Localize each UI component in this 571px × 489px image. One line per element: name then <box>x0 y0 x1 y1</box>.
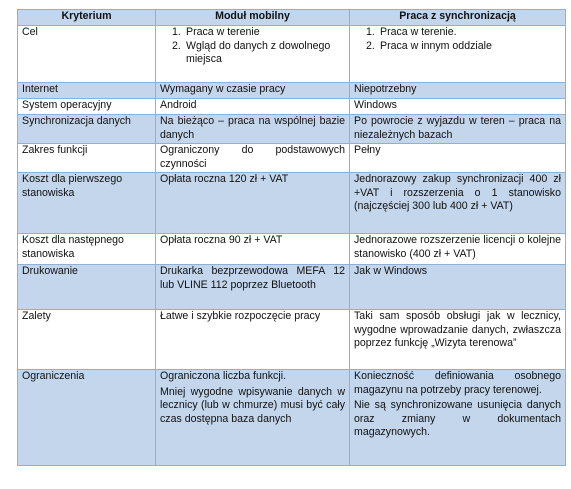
mobile-cell <box>156 26 350 83</box>
paragraph: Konieczność definiowania osobnego magazynu na potrzeby pracy terenowej. <box>354 370 561 396</box>
sync-cell: Windows <box>350 99 566 115</box>
header-row <box>18 10 566 26</box>
table-row-ograniczenia <box>18 370 566 466</box>
paragraph: Nie są synchronizowane usunięcia danych oraz zmiany w dokumentach magazynowych. <box>354 399 561 439</box>
criterion-cell: Synchronizacja danych <box>18 115 156 144</box>
table-row-internet <box>18 83 566 99</box>
mobile-goal-list <box>160 26 345 67</box>
list-item-text: Wgląd do danych z dowolnego miejsca <box>186 39 331 66</box>
sync-cell: Pełny <box>350 144 566 173</box>
header-praca-z-synchronizacja: Praca z synchronizacją <box>350 10 566 26</box>
header-modul-mobilny: Moduł mobilny <box>156 10 350 26</box>
mobile-cell: Drukarka bezprzewodowa MEFA 12 lub VLINE 112 poprzez Bluetooth <box>156 265 350 310</box>
mobile-cell: Łatwe i szybkie rozpoczęcie pracy <box>156 310 350 370</box>
criterion-cell: Internet <box>18 83 156 99</box>
criterion-cell: Zakres funkcji <box>18 144 156 173</box>
sync-cell: Taki sam sposób obsługi jak w lecznicy, wygodne wprowadzanie danych, zwłaszcza poprzez funkcję „Wizyta terenowa” <box>350 310 566 370</box>
list-item-text: Praca w terenie. <box>380 26 457 38</box>
sync-goal-list <box>354 26 561 53</box>
paragraph: Mniej wygodne wpisywanie danych w lecznicy (lub w chmurze) musi być cały czas dostępna baza danych <box>160 385 345 425</box>
criterion-cell: System operacyjny <box>18 99 156 115</box>
table-header <box>18 10 566 26</box>
criterion-cell: Koszt dla pierwszego stanowiska <box>18 173 156 234</box>
mobile-cell: Opłata roczna 120 zł + VAT <box>156 173 350 234</box>
comparison-table <box>17 9 566 466</box>
list-item: 1. Praca w terenie <box>172 26 260 38</box>
criterion-cell: Koszt dla następnego stanowiska <box>18 234 156 265</box>
list-item-text: Praca w terenie <box>186 26 260 38</box>
criterion-cell: Cel <box>18 26 156 83</box>
criterion-cell: Zalety <box>18 310 156 370</box>
criterion-cell: Ograniczenia <box>18 370 156 466</box>
table-row-synchronizacja-danych <box>18 115 566 144</box>
sync-cell: Jak w Windows <box>350 265 566 310</box>
sync-cell: Po powrocie z wyjazdu w teren – praca na niezależnych bazach <box>350 115 566 144</box>
mobile-cell: Na bieżąco – praca na wspólnej bazie danych <box>156 115 350 144</box>
mobile-cell: Ograniczony do podstawowych czynności <box>156 144 350 173</box>
list-item: 2. Praca w innym oddziale <box>366 39 492 52</box>
list-item: 1. Praca w terenie. <box>366 26 457 38</box>
mobile-cell: Opłata roczna 90 zł + VAT <box>156 234 350 265</box>
table-row-koszt-nastepnego-stanowiska <box>18 234 566 265</box>
sync-cell: Jednorazowe rozszerzenie licencji o kolejne stanowisko (400 zł + VAT) <box>350 234 566 265</box>
mobile-cell: Wymagany w czasie pracy <box>156 83 350 99</box>
mobile-cell <box>156 370 350 466</box>
paragraph: Ograniczona liczba funkcji. <box>160 370 287 382</box>
table-row-system-operacyjny <box>18 99 566 115</box>
table-row-drukowanie <box>18 265 566 310</box>
table-row-cel <box>18 26 566 83</box>
sync-cell: Niepotrzebny <box>350 83 566 99</box>
list-item-text: Praca w innym oddziale <box>380 39 492 52</box>
table-row-zalety <box>18 310 566 370</box>
table-body <box>18 26 566 466</box>
list-item: 2. Wgląd do danych z dowolnego miejsca <box>172 39 331 66</box>
sync-cell: Jednorazowy zakup synchronizacji 400 zł +VAT i rozszerzenia o 1 stanowisko (najczęściej 300 lub 400 zł + VAT) <box>350 173 566 234</box>
header-kryterium: Kryterium <box>18 10 156 26</box>
table-row-zakres-funkcji <box>18 144 566 173</box>
mobile-cell: Android <box>156 99 350 115</box>
sync-cell <box>350 26 566 83</box>
table-row-koszt-pierwszego-stanowiska <box>18 173 566 234</box>
criterion-cell: Drukowanie <box>18 265 156 310</box>
sync-cell <box>350 370 566 466</box>
